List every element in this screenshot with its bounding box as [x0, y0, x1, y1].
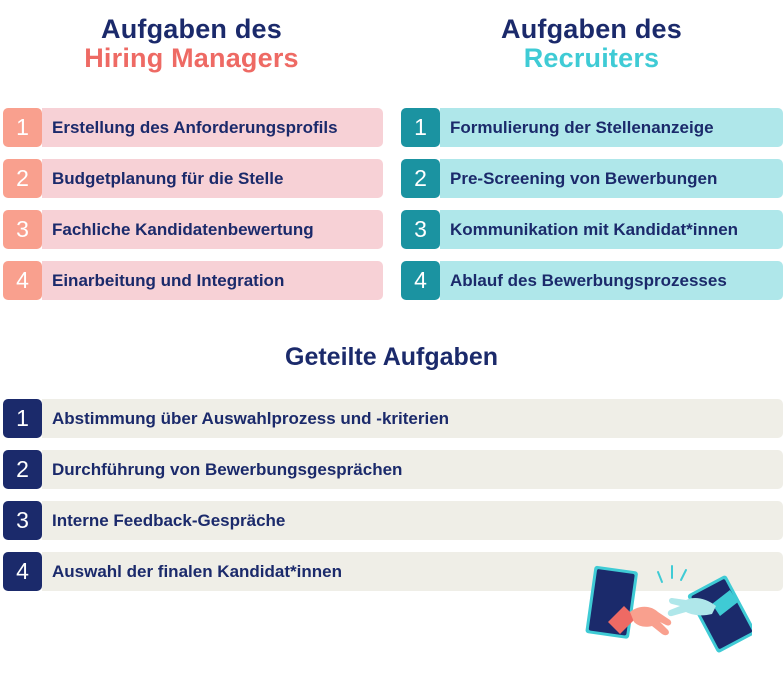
task-label: Auswahl der finalen Kandidat*innen	[42, 552, 783, 591]
task-label: Erstellung des Anforderungsprofils	[42, 108, 383, 147]
recruiter-task-item	[401, 210, 783, 249]
task-number-badge: 1	[3, 399, 42, 438]
hiring-manager-heading-line2: Hiring Managers	[84, 43, 299, 73]
task-label: Budgetplanung für die Stelle	[42, 159, 383, 198]
recruiter-task-item	[401, 159, 783, 198]
task-number-badge: 4	[401, 261, 440, 300]
task-number-badge: 1	[401, 108, 440, 147]
task-number-badge: 1	[3, 108, 42, 147]
task-number-badge: 3	[3, 210, 42, 249]
hiring-manager-task-item	[3, 159, 383, 198]
task-number-badge: 3	[401, 210, 440, 249]
recruiter-heading-line2: Recruiters	[523, 43, 660, 73]
task-label: Interne Feedback-Gespräche	[42, 501, 783, 540]
task-label: Ablauf des Bewerbungsprozesses	[440, 261, 783, 300]
recruiter-heading-line1: Aufgaben des	[501, 14, 682, 44]
shared-tasks-heading: Geteilte Aufgaben	[285, 343, 498, 371]
handshake-tablets-icon	[580, 560, 752, 660]
shared-task-item	[3, 450, 783, 489]
hiring-manager-heading	[0, 15, 383, 73]
shared-task-item	[3, 399, 783, 438]
task-number-badge: 2	[3, 159, 42, 198]
shared-task-item	[3, 501, 783, 540]
task-number-badge: 4	[3, 552, 42, 591]
recruiter-task-item	[401, 108, 783, 147]
task-number-badge: 2	[401, 159, 440, 198]
hiring-manager-task-item	[3, 210, 383, 249]
recruiter-task-list	[401, 108, 783, 312]
task-label: Pre-Screening von Bewerbungen	[440, 159, 783, 198]
task-label: Formulierung der Stellenanzeige	[440, 108, 783, 147]
task-number-badge: 4	[3, 261, 42, 300]
task-label: Durchführung von Bewerbungsgesprächen	[42, 450, 783, 489]
task-label: Abstimmung über Auswahlprozess und -kriterien	[42, 399, 783, 438]
hiring-manager-task-list	[3, 108, 383, 312]
task-number-badge: 2	[3, 450, 42, 489]
task-label: Fachliche Kandidatenbewertung	[42, 210, 383, 249]
recruiter-heading	[400, 15, 783, 73]
hiring-manager-task-item	[3, 261, 383, 300]
task-label: Kommunikation mit Kandidat*innen	[440, 210, 783, 249]
recruiter-task-item	[401, 261, 783, 300]
hiring-manager-task-item	[3, 108, 383, 147]
task-number-badge: 3	[3, 501, 42, 540]
hiring-manager-heading-line1: Aufgaben des	[101, 14, 282, 44]
task-label: Einarbeitung und Integration	[42, 261, 383, 300]
